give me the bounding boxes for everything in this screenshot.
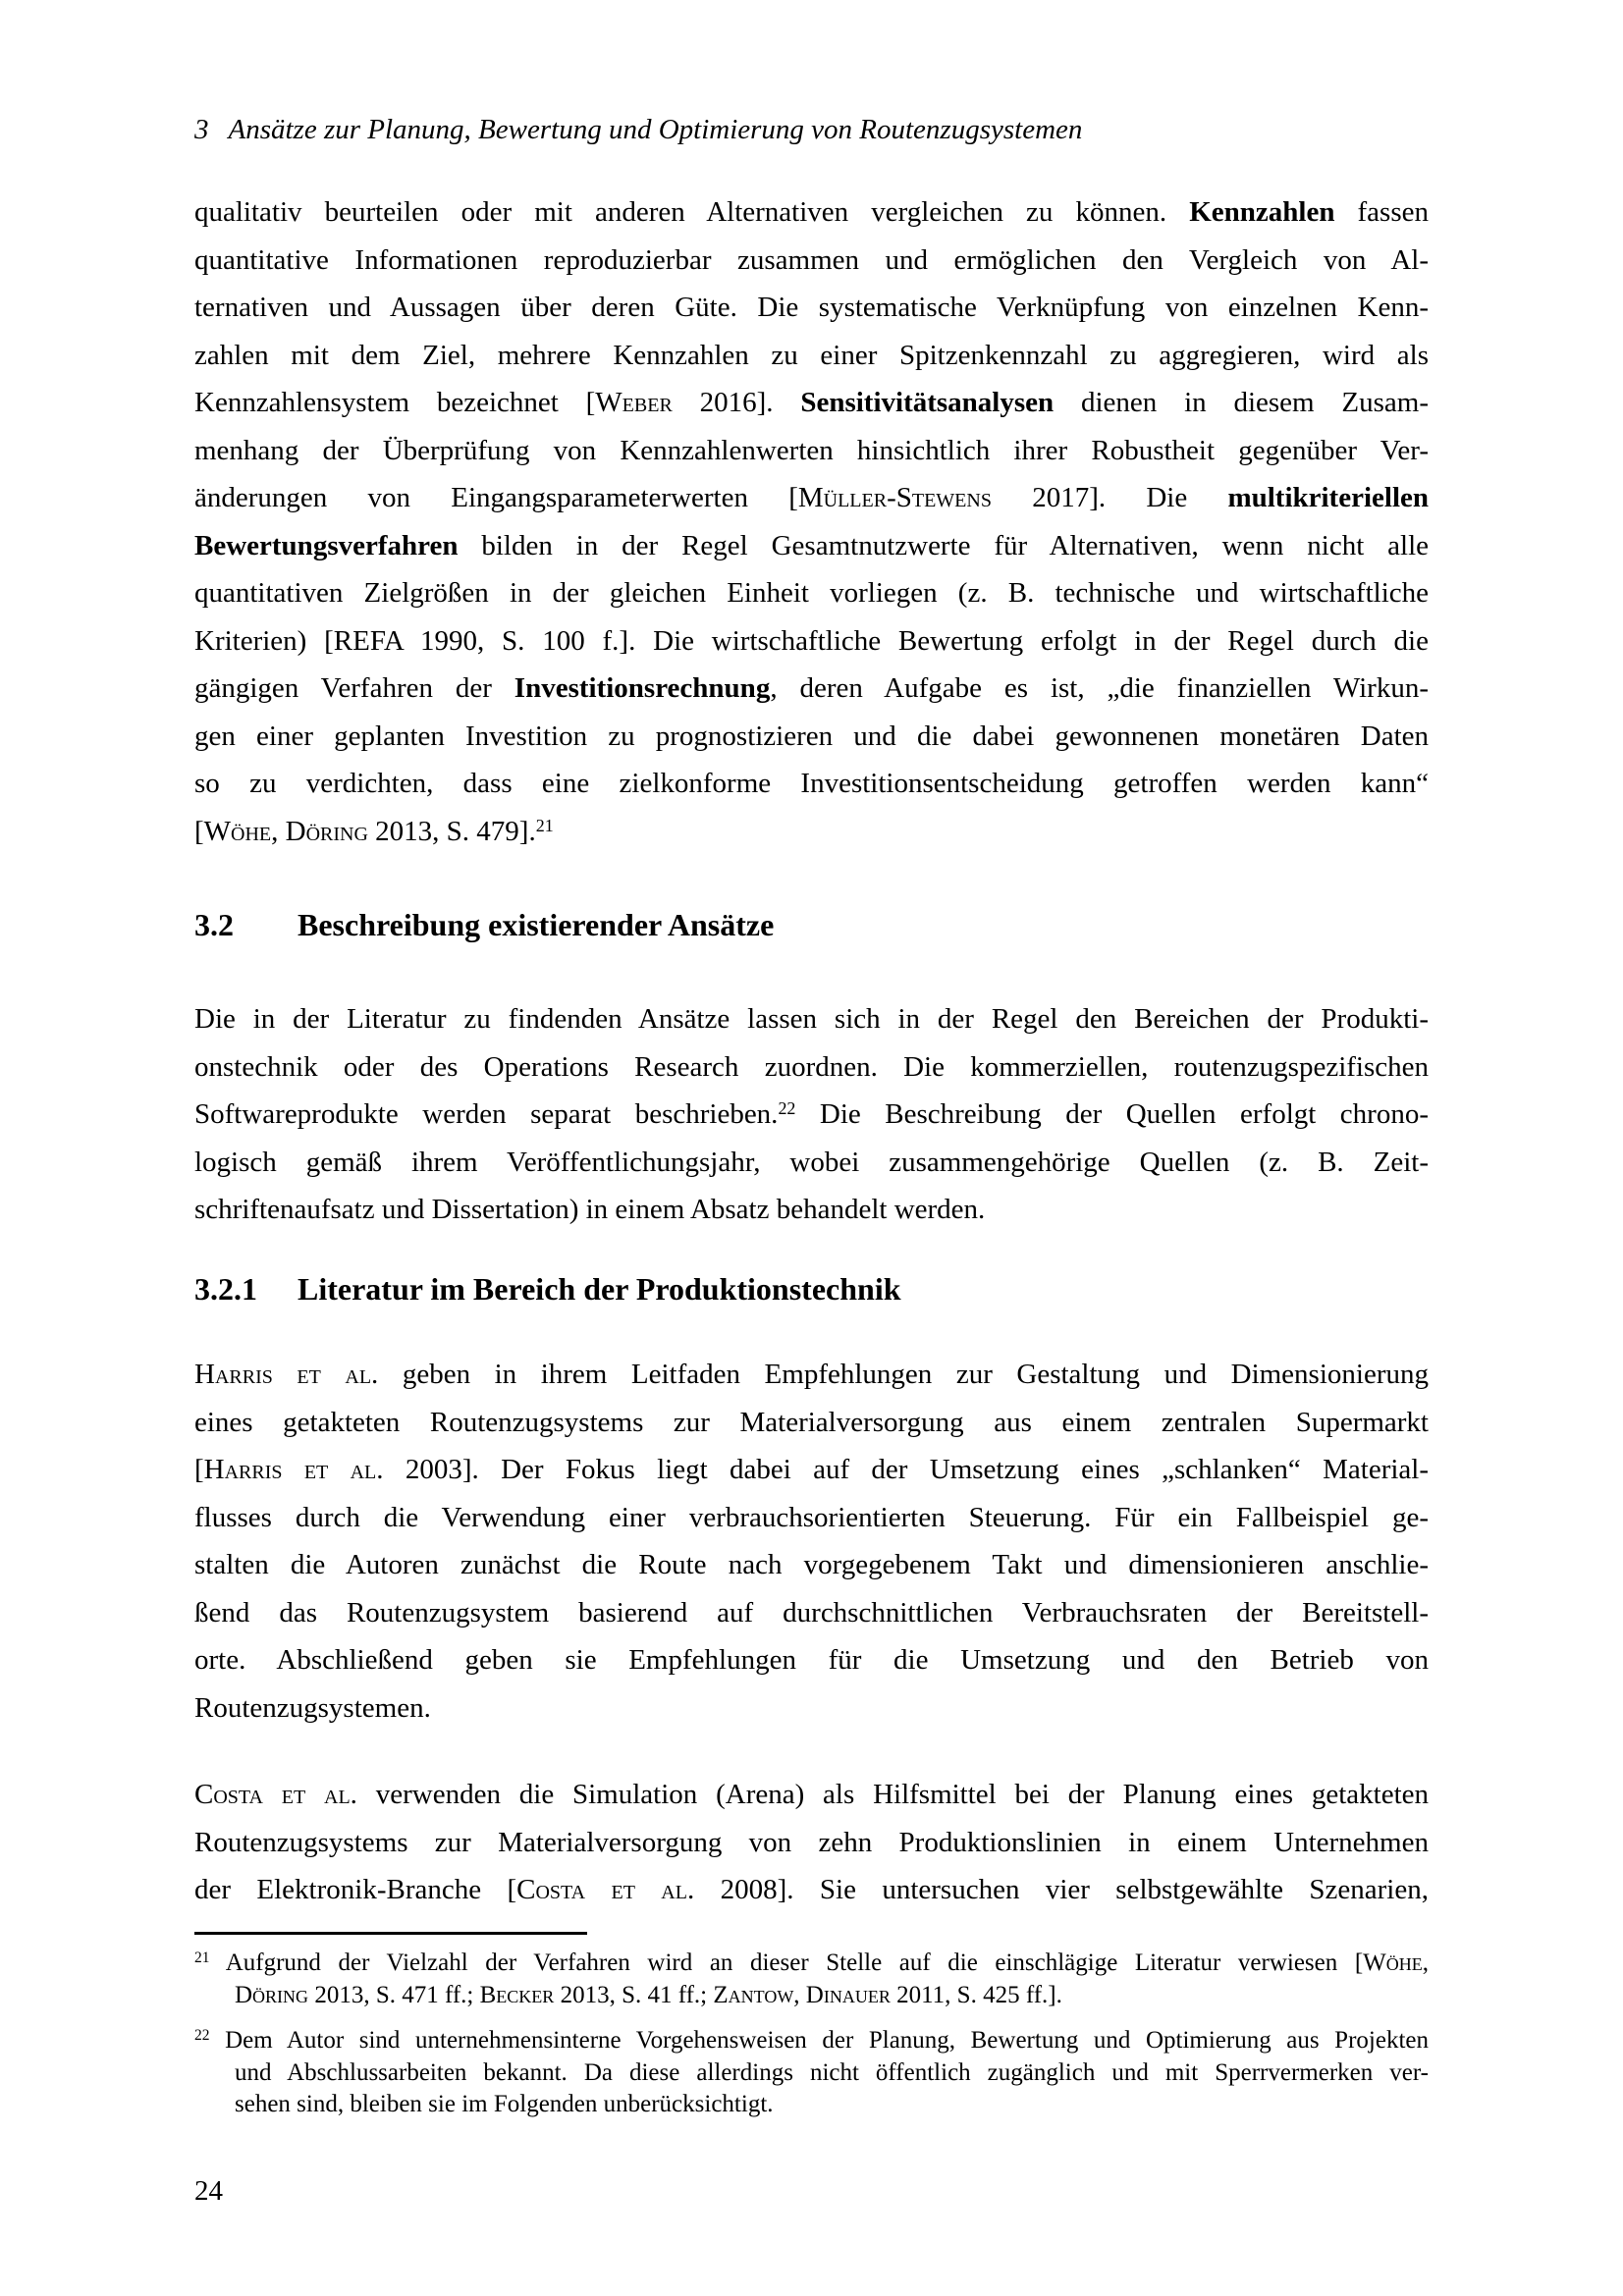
- paragraph-3: [194, 1351, 1429, 1732]
- footnote-ref: 22: [778, 1098, 796, 1119]
- text-line: Kennzahlensystem bezeichnet [Weber 2016]. Sensitivitätsanalysen dienen in diesem Zusam-: [194, 387, 1429, 418]
- text-line: ternativen und Aussagen über deren Güte. Die systematische Verknüpfung von einzelnen Kenn-: [194, 292, 1429, 323]
- text-line: logisch gemäß ihrem Veröffentlichungsjahr, wobei zusammengehörige Quellen (z. B. Zeit-: [194, 1146, 1429, 1178]
- text-line: $^{22}$ Dem Autor sind unternehmensinterne Vorgehensweisen der Planung, Bewertung und Optimierung aus Projekten: [194, 2027, 1429, 2054]
- footnote-rule: [194, 1932, 587, 1935]
- footnote-22: [194, 2025, 1429, 2121]
- text-line: schriftenaufsatz und Dissertation) in einem Absatz behandelt werden.: [194, 1194, 986, 1225]
- text-line: Döring 2013, S. 471 ff.; Becker 2013, S. 41 ff.; Zantow, Dinauer 2011, S. 425 ff.].: [235, 1981, 1062, 2008]
- text-line: [Harris et al. 2003]. Der Fokus liegt dabei auf der Umsetzung eines „schlanken“ Material-: [194, 1454, 1429, 1485]
- text-line: Routenzugsystemen.: [194, 1691, 431, 1724]
- paragraph-1: [194, 188, 1429, 855]
- text-line: Bewertungsverfahren bilden in der Regel Gesamtnutzwerte für Alternativen, wenn nicht alle: [194, 529, 1429, 561]
- text-line: eines getakteten Routenzugsystems zur Materialversorgung aus einem zentralen Supermarkt: [194, 1406, 1429, 1438]
- footnote-ref: 22: [194, 2027, 210, 2045]
- text-line: stalten die Autoren zunächst die Route nach vorgegebenem Takt und dimensionieren anschlie-: [194, 1549, 1429, 1580]
- chapter-number: 3: [194, 114, 209, 145]
- text-line: quantitative Informationen reproduzierbar zusammen und ermöglichen den Vergleich von Al-: [194, 243, 1429, 276]
- section-title: Beschreibung existierender Ansätze: [298, 907, 775, 942]
- text-line: änderungen von Eingangsparameterwerten [Müller-Stewens 2017]. Die multikriteriellen: [194, 482, 1429, 513]
- text-line: Die in der Literatur zu findenden Ansätze lassen sich in der Regel den Bereichen der Produkti-: [194, 1003, 1429, 1035]
- text-line: Harris et al. geben in ihrem Leitfaden Empfehlungen zur Gestaltung und Dimensionierung: [194, 1359, 1429, 1390]
- text-line: der Elektronik-Branche [Costa et al. 2008]. Sie untersuchen vier selbstgewählte Szenarien,: [194, 1874, 1429, 1905]
- section-number: 3.2.1: [194, 1271, 257, 1307]
- text-line: so zu verdichten, dass eine zielkonforme Investitionsentscheidung getroffen werden kann“: [194, 768, 1429, 799]
- text-line: qualitativ beurteilen oder mit anderen Alternativen vergleichen zu können. Kennzahlen fassen: [194, 196, 1429, 228]
- text-line: sehen sind, bleiben sie im Folgenden unberücksichtigt.: [235, 2091, 774, 2117]
- text-line: onstechnik oder des Operations Research zuordnen. Die kommerziellen, routenzugspezifischen: [194, 1050, 1429, 1083]
- section-title: Literatur im Bereich der Produktionstechnik: [298, 1271, 901, 1307]
- footnote-ref: 21: [194, 1949, 210, 1967]
- text-line: menhang der Überprüfung von Kennzahlenwerten hinsichtlich ihrer Robustheit gegenüber Ver-: [194, 434, 1429, 466]
- text-line: quantitativen Zielgrößen in der gleichen Einheit vorliegen (z. B. technische und wirtschaftliche: [194, 577, 1429, 609]
- text-line: [Wöhe, Döring 2013, S. 479].$^{21}$: [194, 815, 554, 847]
- paragraph-2: [194, 995, 1429, 1234]
- text-line: zahlen mit dem Ziel, mehrere Kennzahlen zu einer Spitzenkennzahl zu aggregieren, wird als: [194, 339, 1429, 371]
- text-line: orte. Abschließend geben sie Empfehlungen für die Umsetzung und den Betrieb von: [194, 1644, 1429, 1676]
- chapter-title: Ansätze zur Planung, Bewertung und Optimierung von Routenzugsystemen: [228, 114, 1083, 145]
- text-line: gängigen Verfahren der Investitionsrechnung, deren Aufgabe es ist, „die finanziellen Wirkun-: [194, 672, 1429, 704]
- text-line: Kriterien) [REFA 1990, S. 100 f.]. Die wirtschaftliche Bewertung erfolgt in der Regel durch die: [194, 624, 1429, 657]
- text-line: Costa et al. verwenden die Simulation (Arena) als Hilfsmittel bei der Planung eines getakteten: [194, 1779, 1430, 1810]
- page-number: 24: [194, 2175, 223, 2207]
- text-line: flusses durch die Verwendung einer verbrauchsorientierten Steuerung. Für ein Fallbeispiel ge-: [194, 1501, 1429, 1533]
- footnote-21: [194, 1948, 1429, 2011]
- text-line: gen einer geplanten Investition zu prognostizieren und die dabei gewonnenen monetären Daten: [194, 720, 1429, 752]
- paragraph-4: [194, 1771, 1429, 1914]
- text-line: Routenzugsystems zur Materialversorgung von zehn Produktionslinien in einem Unternehmen: [194, 1826, 1429, 1858]
- section-heading-3-2-1: [194, 1268, 1429, 1309]
- section-heading-3-2: [194, 904, 1429, 945]
- section-number: 3.2: [194, 907, 234, 942]
- text-line: und Abschlussarbeiten bekannt. Da diese allerdings nicht öffentlich zugänglich und mit Sperrvermerken ver-: [235, 2058, 1429, 2086]
- text-line: ßend das Routenzugsystem basierend auf durchschnittlichen Verbrauchsraten der Bereitstell-: [194, 1596, 1429, 1629]
- text-line: Softwareprodukte werden separat beschrieben.$^{22}$ Die Beschreibung der Quellen erfolgt chrono-: [194, 1098, 1429, 1130]
- footnote-ref: 21: [535, 815, 554, 835]
- text-line: $^{21}$ Aufgrund der Vielzahl der Verfahren wird an dieser Stelle auf die einschlägige Literatur verwiesen [Wöhe,: [194, 1949, 1429, 1976]
- running-header: [194, 110, 1429, 149]
